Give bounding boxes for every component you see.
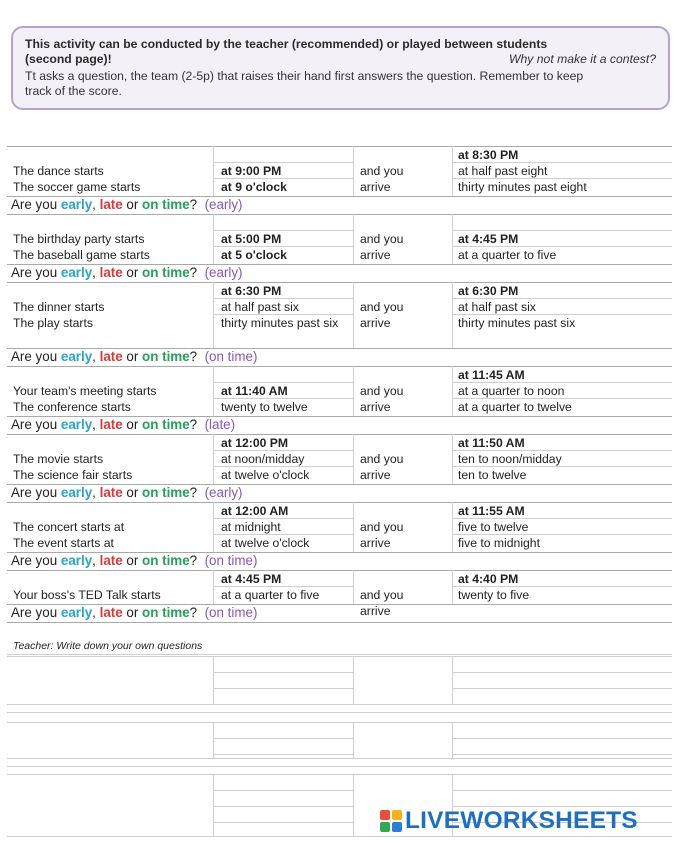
- row-divider: [7, 502, 672, 503]
- event-name: The dinner starts: [13, 300, 105, 314]
- cell-divider: [213, 466, 353, 467]
- and-you-label: and you: [360, 300, 404, 314]
- question-row: [11, 605, 257, 621]
- column-divider: [213, 214, 214, 264]
- early-label: early: [60, 197, 93, 212]
- event-name: The soccer game starts: [13, 180, 141, 194]
- column-divider: [353, 146, 354, 196]
- column-divider: [213, 146, 214, 196]
- question-prefix: Are you: [11, 485, 61, 500]
- early-label: early: [60, 349, 93, 364]
- event-name: The dance starts: [13, 164, 104, 178]
- row-divider: [7, 282, 672, 283]
- cell-divider: [452, 382, 672, 383]
- question-prefix: Are you: [11, 605, 61, 620]
- column-divider: [213, 434, 214, 484]
- event-name: The birthday party starts: [13, 232, 145, 246]
- column-divider: [353, 366, 354, 416]
- cell-divider: [452, 688, 672, 689]
- event-name: The science fair starts: [13, 468, 133, 482]
- column-divider: [452, 502, 453, 552]
- on-time-label: on time: [142, 417, 190, 432]
- row-divider: [7, 214, 672, 215]
- question-prefix: Are you: [11, 197, 61, 212]
- liveworksheets-logo: [380, 807, 638, 835]
- arrival-time: thirty minutes past eight: [458, 180, 587, 194]
- question-row: [11, 197, 243, 213]
- cell-divider: [213, 230, 353, 231]
- start-time: twenty to twelve: [221, 400, 308, 414]
- cell-divider: [452, 518, 672, 519]
- and-you-label: and you: [360, 452, 404, 466]
- arrival-time: at a quarter to twelve: [458, 400, 572, 414]
- worksheet-table: [7, 146, 672, 840]
- cell-divider: [213, 162, 353, 163]
- question-comma: ,: [92, 197, 100, 212]
- arrive-label: arrive: [360, 468, 391, 482]
- cell-divider: [213, 398, 353, 399]
- column-divider: [353, 656, 354, 704]
- spacer: [197, 417, 204, 432]
- event-name: The event starts at: [13, 536, 114, 550]
- column-divider: [452, 146, 453, 196]
- arrival-time: thirty minutes past six: [458, 316, 576, 330]
- start-time: at a quarter to five: [221, 588, 320, 602]
- column-divider: [353, 722, 354, 758]
- column-divider: [213, 774, 214, 836]
- row-divider: [7, 434, 672, 435]
- early-label: early: [60, 605, 93, 620]
- arrival-time: at 4:40 PM: [458, 572, 519, 586]
- column-divider: [452, 366, 453, 416]
- answer-text: (early): [204, 485, 243, 500]
- row-divider: [7, 766, 672, 767]
- spacer: [197, 605, 204, 620]
- cell-divider: [213, 586, 353, 587]
- start-time: at twelve o'clock: [221, 468, 310, 482]
- cell-divider: [213, 314, 353, 315]
- on-time-label: on time: [142, 485, 190, 500]
- question-mark: ?: [189, 197, 198, 212]
- on-time-label: on time: [142, 349, 190, 364]
- instructions-box: [11, 26, 670, 110]
- on-time-label: on time: [142, 553, 190, 568]
- start-time: at 11:40 AM: [221, 384, 288, 398]
- cell-divider: [452, 466, 672, 467]
- late-label: late: [99, 265, 123, 280]
- column-divider: [452, 282, 453, 348]
- and-you-label: and you: [360, 588, 404, 602]
- question-mark: ?: [189, 349, 198, 364]
- arrive-label: arrive: [360, 400, 391, 414]
- late-label: late: [99, 417, 123, 432]
- spacer: [197, 265, 204, 280]
- start-time: at 9 o'clock: [221, 180, 287, 194]
- start-time: thirty minutes past six: [221, 316, 339, 330]
- start-time: at twelve o'clock: [221, 536, 310, 550]
- answer-text: (on time): [204, 553, 258, 568]
- event-name: The play starts: [13, 316, 93, 330]
- question-or: or: [122, 197, 143, 212]
- and-you-label: and you: [360, 384, 404, 398]
- arrival-time: ten to twelve: [458, 468, 527, 482]
- cell-divider: [213, 754, 353, 755]
- event-name: The conference starts: [13, 400, 131, 414]
- column-divider: [213, 366, 214, 416]
- arrival-time: five to twelve: [458, 520, 529, 534]
- cell-divider: [452, 754, 672, 755]
- row-divider: [7, 656, 672, 657]
- column-divider: [452, 434, 453, 484]
- cell-divider: [213, 382, 353, 383]
- late-label: late: [99, 197, 123, 212]
- column-divider: [452, 656, 453, 704]
- event-name: The movie starts: [13, 452, 104, 466]
- question-row: [11, 265, 243, 281]
- row-divider: [7, 712, 672, 713]
- instructions-description: [25, 69, 656, 98]
- cell-divider: [452, 298, 672, 299]
- logo-text: LIVEWORKSHEETS: [405, 807, 638, 834]
- column-divider: [213, 282, 214, 348]
- answer-text: (early): [204, 197, 243, 212]
- event-name: Your boss's TED Talk starts: [13, 588, 161, 602]
- column-divider: [353, 502, 354, 552]
- cell-divider: [213, 518, 353, 519]
- question-row: [11, 417, 235, 433]
- late-label: late: [99, 485, 123, 500]
- column-divider: [353, 214, 354, 264]
- cell-divider: [452, 230, 672, 231]
- column-divider: [452, 570, 453, 604]
- and-you-label: and you: [360, 232, 404, 246]
- on-time-label: on time: [142, 265, 190, 280]
- arrival-time: at half past eight: [458, 164, 548, 178]
- arrive-label: arrive: [360, 604, 391, 618]
- question-prefix: Are you: [11, 553, 61, 568]
- question-row: [11, 485, 243, 501]
- arrive-label: arrive: [360, 316, 391, 330]
- start-time: at 4:45 PM: [221, 572, 282, 586]
- arrival-time: at 4:45 PM: [458, 232, 519, 246]
- arrive-label: arrive: [360, 180, 391, 194]
- question-or: or: [122, 265, 143, 280]
- start-time: at 6:30 PM: [221, 284, 282, 298]
- question-or: or: [122, 553, 143, 568]
- cell-divider: [452, 314, 672, 315]
- cell-divider: [452, 534, 672, 535]
- cell-divider: [213, 534, 353, 535]
- question-mark: ?: [189, 605, 198, 620]
- question-comma: ,: [92, 605, 100, 620]
- column-divider: [213, 570, 214, 604]
- instructions-desc-line1: Tt asks a question, the team (2-5p) that raises their hand first answers the question. Remember to keep: [25, 69, 584, 83]
- arrival-time: at a quarter to noon: [458, 384, 565, 398]
- spacer: [197, 485, 204, 500]
- cell-divider: [213, 450, 353, 451]
- row-divider: [7, 570, 672, 571]
- question-comma: ,: [92, 417, 100, 432]
- instructions-subtitle: (second page)!: [25, 51, 112, 66]
- and-you-label: and you: [360, 164, 404, 178]
- column-divider: [452, 214, 453, 264]
- answer-text: (late): [204, 417, 236, 432]
- spacer: [197, 553, 204, 568]
- answer-text: (on time): [204, 605, 258, 620]
- arrival-time: at 11:50 AM: [458, 436, 525, 450]
- arrival-time: at 11:55 AM: [458, 504, 525, 518]
- cell-divider: [213, 688, 353, 689]
- question-comma: ,: [92, 265, 100, 280]
- event-name: The concert starts at: [13, 520, 125, 534]
- cell-divider: [213, 790, 353, 791]
- event-name: The baseball game starts: [13, 248, 150, 262]
- instructions-title-line2: [25, 52, 656, 67]
- arrival-time: ten to noon/midday: [458, 452, 562, 466]
- column-divider: [213, 656, 214, 704]
- start-time: at midnight: [221, 520, 281, 534]
- instructions-desc-line2: track of the score.: [25, 83, 122, 98]
- spacer: [197, 197, 204, 212]
- late-label: late: [99, 553, 123, 568]
- start-time: at half past six: [221, 300, 299, 314]
- event-name: Your team's meeting starts: [13, 384, 157, 398]
- question-row: [11, 349, 257, 365]
- column-divider: [213, 502, 214, 552]
- cell-divider: [213, 672, 353, 673]
- answer-text: (on time): [204, 349, 258, 364]
- early-label: early: [60, 553, 93, 568]
- row-divider: [7, 758, 672, 759]
- column-divider: [353, 570, 354, 604]
- start-time: at 12:00 AM: [221, 504, 289, 518]
- instructions-title: This activity can be conducted by the teacher (recommended) or played between students: [25, 37, 548, 51]
- question-comma: ,: [92, 349, 100, 364]
- arrive-label: arrive: [360, 248, 391, 262]
- question-prefix: Are you: [11, 265, 61, 280]
- question-prefix: Are you: [11, 417, 61, 432]
- row-divider: [7, 654, 672, 655]
- row-divider: [7, 836, 672, 837]
- answer-text: (early): [204, 265, 243, 280]
- column-divider: [353, 282, 354, 348]
- arrive-label: arrive: [360, 536, 391, 550]
- question-comma: ,: [92, 485, 100, 500]
- cell-divider: [213, 806, 353, 807]
- cell-divider: [213, 822, 353, 823]
- teacher-note: Teacher: Write down your own questions: [13, 640, 203, 652]
- cell-divider: [452, 450, 672, 451]
- early-label: early: [60, 265, 93, 280]
- question-or: or: [122, 485, 143, 500]
- early-label: early: [60, 417, 93, 432]
- row-divider: [7, 366, 672, 367]
- arrival-time: at 8:30 PM: [458, 148, 519, 162]
- cell-divider: [452, 398, 672, 399]
- arrival-time: at 11:45 AM: [458, 368, 525, 382]
- cell-divider: [213, 738, 353, 739]
- logo-icon: [380, 810, 402, 832]
- column-divider: [353, 774, 354, 836]
- question-mark: ?: [189, 485, 198, 500]
- late-label: late: [99, 605, 123, 620]
- question-mark: ?: [189, 553, 198, 568]
- cell-divider: [452, 162, 672, 163]
- question-row: [11, 553, 257, 569]
- start-time: at 5 o'clock: [221, 248, 287, 262]
- cell-divider: [452, 586, 672, 587]
- question-comma: ,: [92, 553, 100, 568]
- column-divider: [452, 722, 453, 758]
- question-prefix: Are you: [11, 349, 61, 364]
- start-time: at 5:00 PM: [221, 232, 282, 246]
- late-label: late: [99, 349, 123, 364]
- cell-divider: [452, 246, 672, 247]
- cell-divider: [213, 246, 353, 247]
- on-time-label: on time: [142, 197, 190, 212]
- row-divider: [7, 722, 672, 723]
- on-time-label: on time: [142, 605, 190, 620]
- cell-divider: [452, 738, 672, 739]
- question-mark: ?: [189, 417, 198, 432]
- cell-divider: [452, 790, 672, 791]
- and-you-label: and you: [360, 520, 404, 534]
- start-time: at noon/midday: [221, 452, 305, 466]
- spacer: [197, 349, 204, 364]
- cell-divider: [213, 178, 353, 179]
- start-time: at 9:00 PM: [221, 164, 282, 178]
- cell-divider: [452, 178, 672, 179]
- contest-hint: Why not make it a contest?: [509, 51, 656, 66]
- row-divider: [7, 774, 672, 775]
- question-or: or: [122, 605, 143, 620]
- cell-divider: [452, 672, 672, 673]
- column-divider: [213, 722, 214, 758]
- row-divider: [7, 704, 672, 705]
- row-divider: [7, 146, 672, 147]
- cell-divider: [213, 298, 353, 299]
- question-or: or: [122, 417, 143, 432]
- question-or: or: [122, 349, 143, 364]
- arrival-time: five to midnight: [458, 536, 540, 550]
- early-label: early: [60, 485, 93, 500]
- column-divider: [353, 434, 354, 484]
- arrival-time: at half past six: [458, 300, 536, 314]
- arrival-time: twenty to five: [458, 588, 530, 602]
- question-mark: ?: [189, 265, 198, 280]
- row-divider: [7, 622, 672, 623]
- arrival-time: at 6:30 PM: [458, 284, 519, 298]
- arrival-time: at a quarter to five: [458, 248, 557, 262]
- start-time: at 12:00 PM: [221, 436, 289, 450]
